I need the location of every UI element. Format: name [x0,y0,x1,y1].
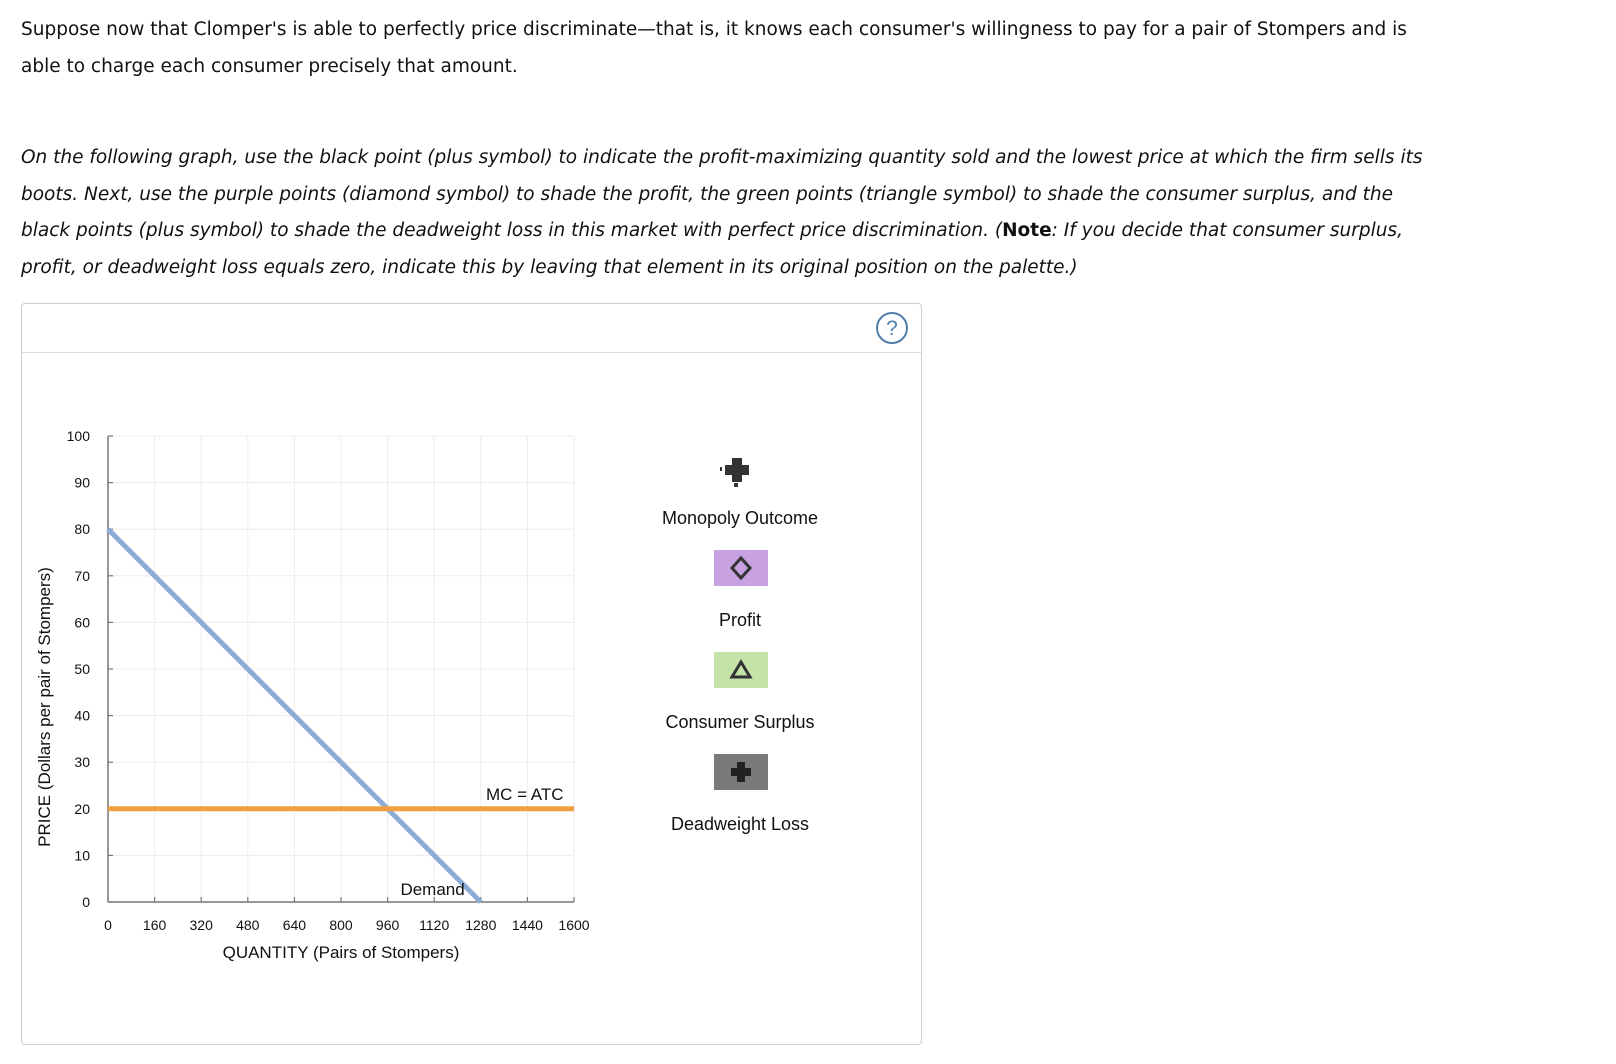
y-tick-label: 80 [74,521,90,538]
x-tick-label: 640 [282,917,307,933]
x-tick-label: 1600 [558,917,590,933]
deadweight-loss-tool[interactable] [714,754,768,790]
instructions-paragraph [21,140,1441,286]
x-axis-title: QUANTITY (Pairs of Stompers) [222,943,460,962]
chart-labels [35,428,590,962]
y-tick-label: 50 [74,661,90,677]
y-axis-title: PRICE (Dollars per pair of Stompers) [35,567,54,847]
tool-label-monopoly-outcome: Monopoly Outcome [661,508,819,528]
intro-paragraph: Suppose now that Clomper's is able to perfectly price discriminate—that is, it knows each consumer's willingness to pay for a pair of Stompers and is able to charge each consumer precisely that amount. [21,19,1407,77]
triangle-icon [714,652,768,688]
x-tick-label: 480 [236,917,260,933]
y-tick-label: 0 [82,894,90,910]
x-tick-label: 160 [142,917,167,933]
consumer-surplus-tool[interactable] [714,652,768,688]
y-tick-label: 10 [74,847,90,864]
tool-label-consumer-surplus: Consumer Surplus [665,712,815,732]
y-tick-label: 70 [74,567,90,584]
y-tick-label: 60 [74,614,90,631]
instructions-text-1: On the following graph, use the black point (plus symbol) to indicate the profit-maximizing quantity sold and the lowest price at which the firm sells its boots. Next, use the purple points (diamond symbol) to shade the profit, the green points (triangle symbol) to shade the consumer surplus, and the black points (plus symbol) to shade the deadweight loss in this market with perfect price discrimination. ( [21,147,1423,241]
y-tick-label: 40 [74,707,90,724]
question-circle-icon[interactable] [875,311,909,345]
x-tick-label: 1440 [511,917,543,933]
graph-panel [21,303,922,1045]
instructions-text-2: : If you decide that consumer surplus, profit, or deadweight loss equals zero, indicate this by leaving that element in its original position on the palette.) [21,220,1403,278]
mc-atc-label: MC = ATC [485,784,564,804]
x-tick-label: 320 [189,917,213,933]
demand-label: Demand [400,880,465,899]
help-label: ? [886,317,898,340]
profit-tool[interactable] [714,550,768,586]
price-chart[interactable] [22,344,662,1044]
tool-label-deadweight-loss: Deadweight Loss [670,814,810,834]
y-tick-label: 20 [74,800,90,817]
dotted-plus-icon[interactable] [720,454,754,488]
y-tick-label: 90 [74,474,90,491]
x-tick-label: 1120 [419,917,450,933]
x-tick-label: 0 [104,917,112,933]
note-label: Note [1002,220,1052,241]
tool-label-profit: Profit [718,610,761,630]
y-tick-label: 100 [66,428,90,444]
x-tick-label: 1280 [465,917,497,933]
x-tick-label: 960 [375,917,400,933]
chart-grid [108,436,574,902]
y-tick-label: 30 [74,754,90,771]
plus-icon [714,754,768,790]
diamond-icon [714,550,768,586]
x-tick-label: 800 [329,917,353,933]
